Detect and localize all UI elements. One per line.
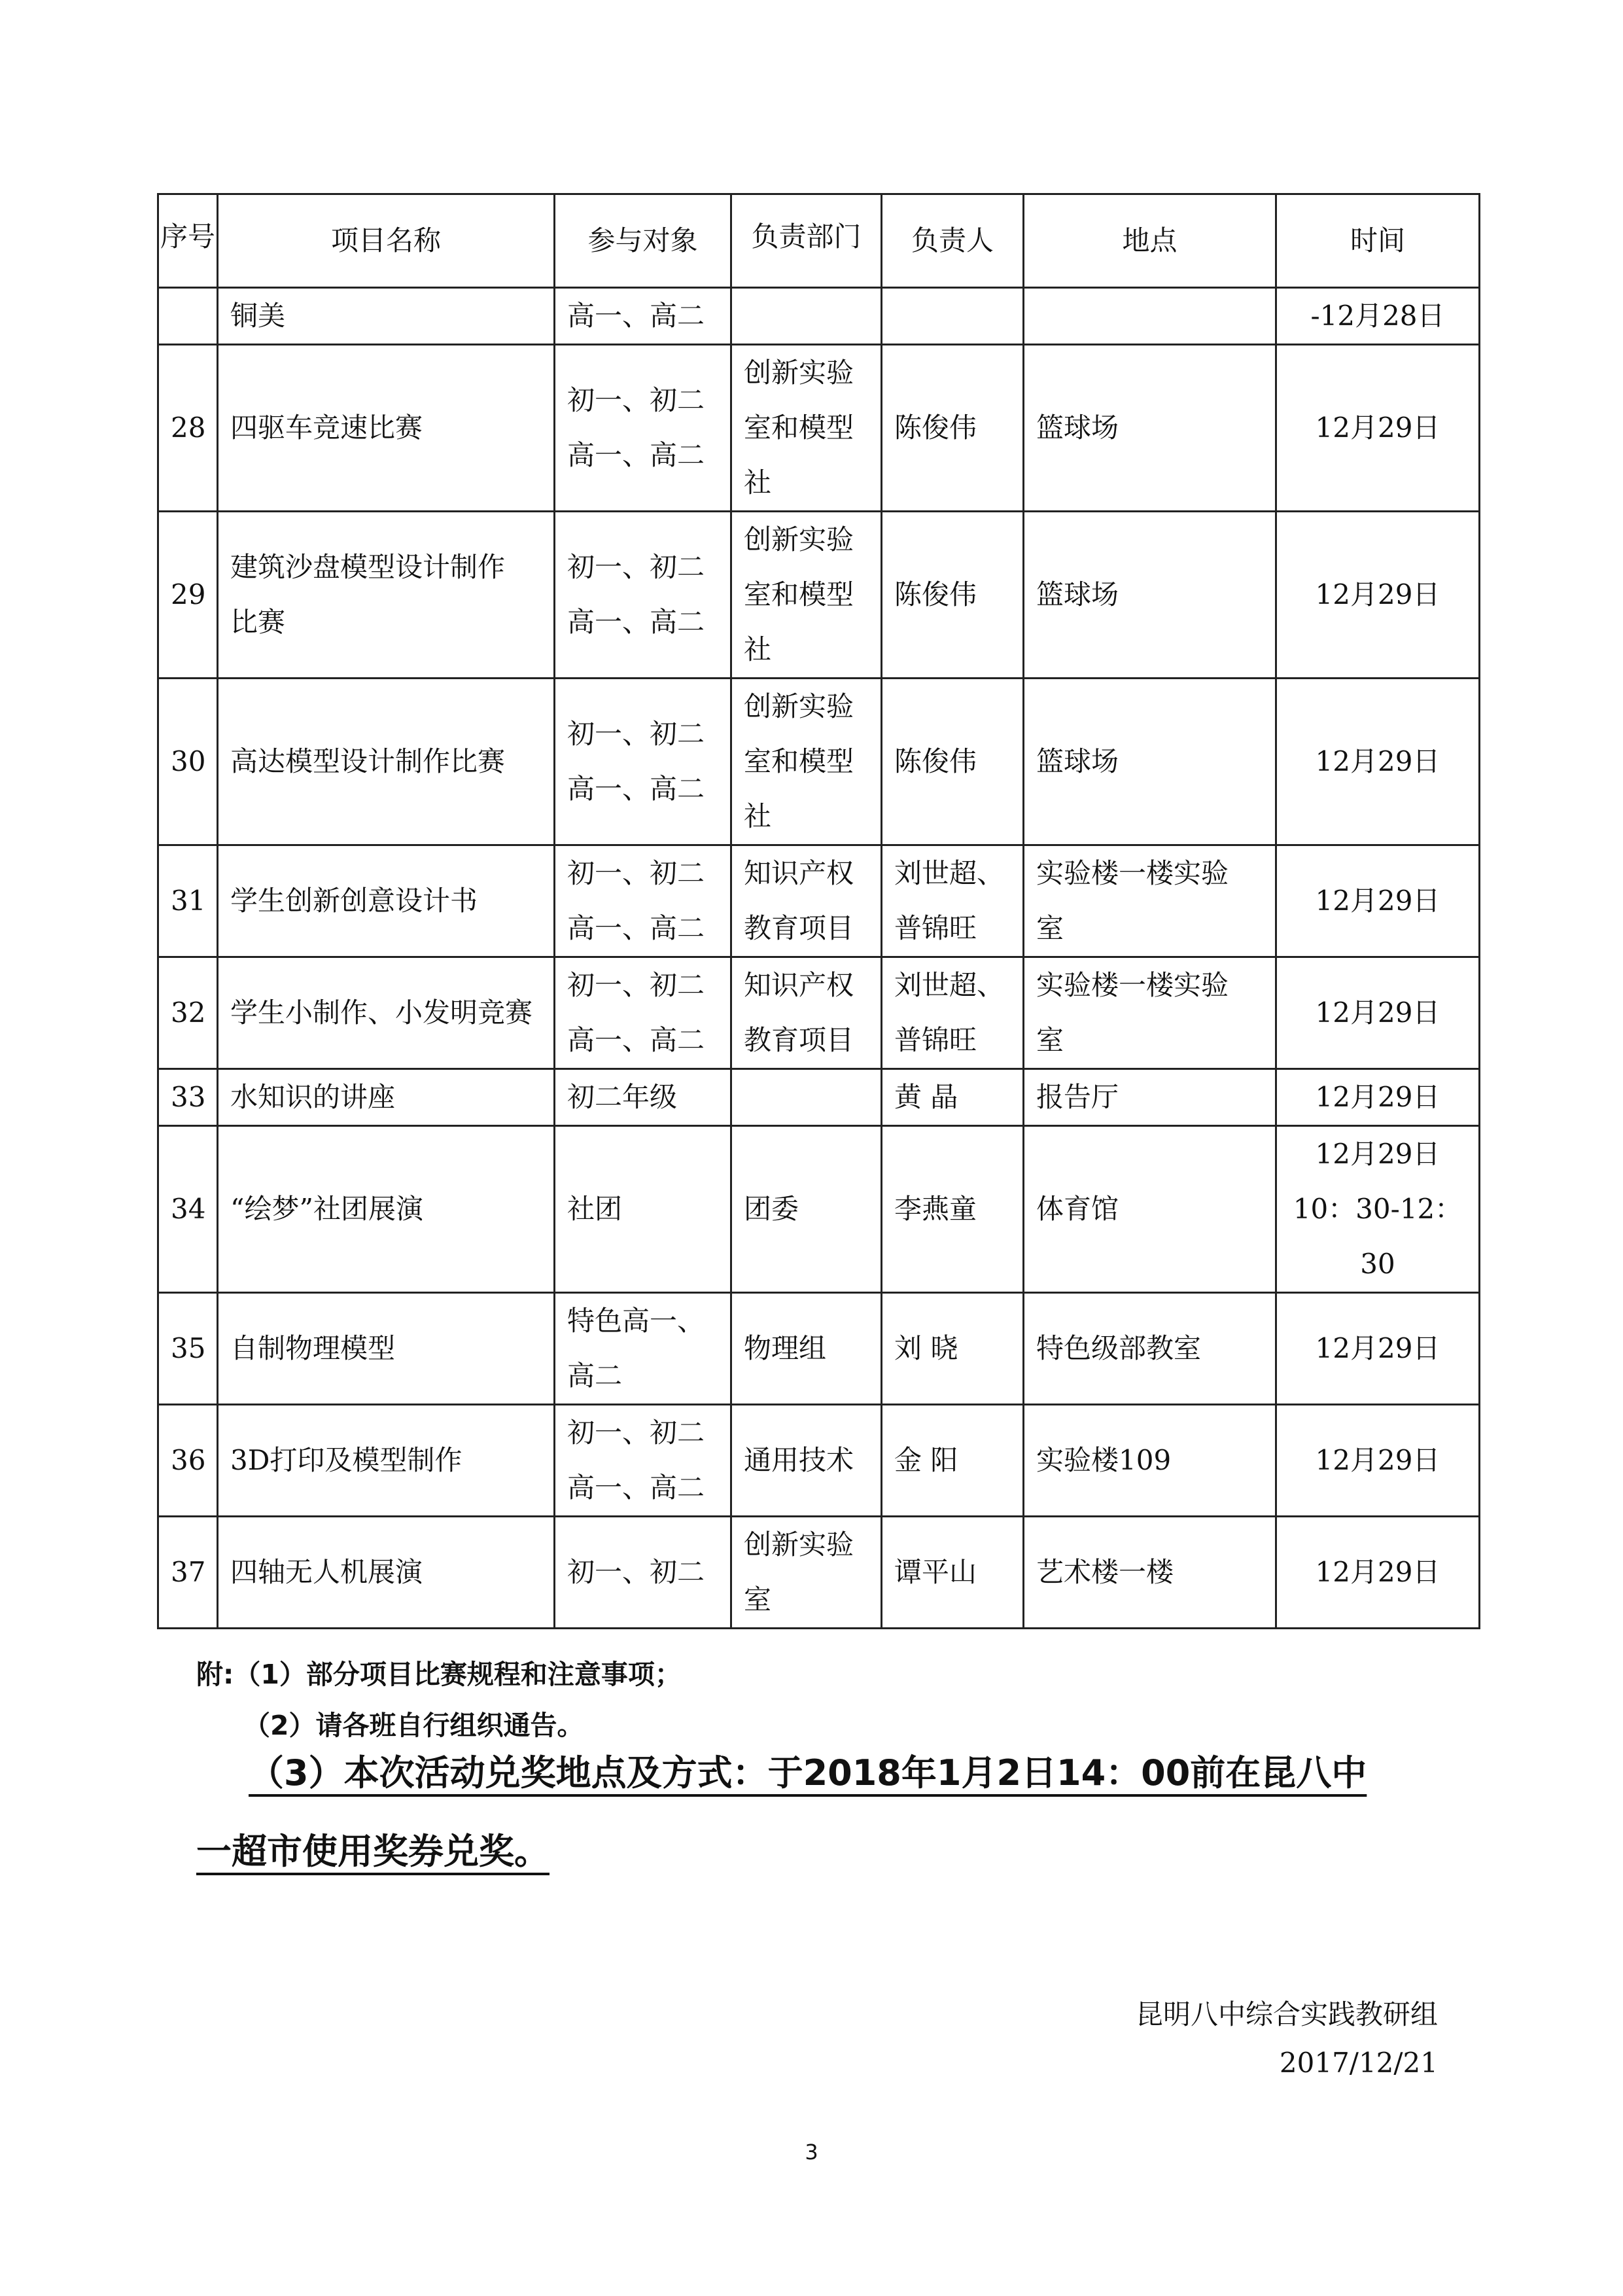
header-participants: 参与对象 xyxy=(555,194,731,288)
cell-time-line: 12月29日 xyxy=(1315,412,1440,444)
cell-location-line: 室 xyxy=(1036,912,1064,944)
cell-department xyxy=(731,1126,882,1293)
cell-time xyxy=(1276,1069,1480,1126)
cell-time-line: 10：30-12：30 xyxy=(1293,1193,1463,1280)
cell-time-line: 12月29日 xyxy=(1315,1081,1440,1113)
cell-location-line: 特色级部教室 xyxy=(1036,1332,1202,1364)
cell-person-line: 李燕童 xyxy=(894,1193,977,1225)
cell-participants xyxy=(555,345,731,512)
cell-participants xyxy=(555,1405,731,1517)
cell-time xyxy=(1276,345,1480,512)
cell-location-line: 实验楼一楼实验 xyxy=(1036,969,1229,1001)
cell-time xyxy=(1276,1126,1480,1293)
cell-participants-line: 高一、高二 xyxy=(567,606,705,638)
cell-participants-line: 高一、高二 xyxy=(567,773,705,805)
cell-department-line: 创新实验 xyxy=(744,357,854,389)
prize-note-line-2: 一超市使用奖券兑奖。 xyxy=(196,1831,550,1872)
cell-department-line: 团委 xyxy=(744,1193,799,1225)
cell-name xyxy=(218,512,555,679)
cell-seq: 35 xyxy=(158,1293,218,1405)
cell-participants-line: 高二 xyxy=(567,1360,623,1392)
cell-department-line: 创新实验 xyxy=(744,690,854,722)
cell-person-line: 普锦旺 xyxy=(894,912,977,944)
cell-name-line: 水知识的讲座 xyxy=(230,1081,396,1113)
cell-person-line: 金 阳 xyxy=(894,1444,958,1476)
cell-name-line: 自制物理模型 xyxy=(230,1332,396,1364)
cell-seq xyxy=(158,288,218,345)
header-person: 负责人 xyxy=(882,194,1024,288)
cell-time-line: 12月29日 xyxy=(1315,745,1440,777)
cell-location xyxy=(1024,1405,1276,1517)
cell-name-line: 3D打印及模型制作 xyxy=(230,1444,462,1476)
cell-name-line: 学生小制作、小发明竞赛 xyxy=(230,997,533,1029)
cell-time xyxy=(1276,845,1480,957)
cell-person xyxy=(882,288,1024,345)
cell-name-line: 比赛 xyxy=(230,606,286,638)
cell-location xyxy=(1024,1069,1276,1126)
cell-participants-line: 社团 xyxy=(567,1193,623,1225)
cell-person xyxy=(882,845,1024,957)
cell-participants-line: 初一、初二 xyxy=(567,551,705,583)
cell-department-line: 室和模型 xyxy=(744,578,854,610)
table-row xyxy=(158,1293,1480,1405)
cell-time-line: 12月29日 xyxy=(1315,1332,1440,1364)
cell-seq: 37 xyxy=(158,1517,218,1629)
cell-location-line: 篮球场 xyxy=(1036,578,1119,610)
cell-seq: 34 xyxy=(158,1126,218,1293)
cell-person-line: 陈俊伟 xyxy=(894,412,977,444)
cell-time-line: 12月29日 xyxy=(1315,997,1440,1029)
cell-department-line: 社 xyxy=(744,800,772,832)
cell-department xyxy=(731,957,882,1069)
cell-department-line: 创新实验 xyxy=(744,1528,854,1561)
table-row xyxy=(158,1405,1480,1517)
cell-participants-line: 初一、初二 xyxy=(567,1556,705,1588)
cell-name xyxy=(218,957,555,1069)
table-body xyxy=(158,288,1480,1629)
cell-department-line: 教育项目 xyxy=(744,912,854,944)
page-number: 3 xyxy=(805,2140,818,2164)
cell-name-line: 高达模型设计制作比赛 xyxy=(230,745,506,777)
cell-time xyxy=(1276,679,1480,845)
cell-location-line: 篮球场 xyxy=(1036,412,1119,444)
table-row xyxy=(158,1069,1480,1126)
prize-redemption-note xyxy=(196,1734,1452,1891)
cell-participants xyxy=(555,1069,731,1126)
cell-seq: 33 xyxy=(158,1069,218,1126)
cell-participants-line: 初一、初二 xyxy=(567,969,705,1001)
cell-department xyxy=(731,345,882,512)
cell-participants-line: 初一、初二 xyxy=(567,718,705,750)
cell-department xyxy=(731,1405,882,1517)
table-row xyxy=(158,512,1480,679)
cell-person xyxy=(882,679,1024,845)
cell-name xyxy=(218,1517,555,1629)
cell-location xyxy=(1024,1293,1276,1405)
table-row xyxy=(158,345,1480,512)
cell-time-line: 12月29日 xyxy=(1315,1556,1440,1588)
cell-participants-line: 初二年级 xyxy=(567,1081,678,1113)
header-location: 地点 xyxy=(1024,194,1276,288)
cell-participants-line: 高一、高二 xyxy=(567,439,705,471)
cell-department-line: 室 xyxy=(744,1583,772,1616)
cell-department-line: 通用技术 xyxy=(744,1444,854,1476)
table-row xyxy=(158,679,1480,845)
cell-department xyxy=(731,1517,882,1629)
signature-block xyxy=(1136,1990,1438,2087)
cell-department xyxy=(731,845,882,957)
table-row xyxy=(158,1517,1480,1629)
cell-department-line: 物理组 xyxy=(744,1332,827,1364)
cell-time xyxy=(1276,1405,1480,1517)
cell-person xyxy=(882,1069,1024,1126)
cell-department-line: 教育项目 xyxy=(744,1024,854,1056)
cell-time xyxy=(1276,512,1480,679)
cell-seq: 36 xyxy=(158,1405,218,1517)
cell-participants xyxy=(555,1293,731,1405)
cell-name xyxy=(218,1405,555,1517)
cell-name-line: 建筑沙盘模型设计制作 xyxy=(230,551,506,583)
cell-participants xyxy=(555,957,731,1069)
cell-department xyxy=(731,1069,882,1126)
cell-name-line: 四驱车竞速比赛 xyxy=(230,412,423,444)
cell-participants-line: 高一、高二 xyxy=(567,912,705,944)
cell-name xyxy=(218,679,555,845)
cell-participants-line: 初一、初二 xyxy=(567,857,705,889)
cell-participants-line: 高一、高二 xyxy=(567,1472,705,1504)
cell-person xyxy=(882,512,1024,679)
cell-person xyxy=(882,1517,1024,1629)
cell-location-line: 篮球场 xyxy=(1036,745,1119,777)
note-line-2: （2）请各班自行组织通告。 xyxy=(243,1710,584,1741)
cell-person-line: 刘世超、 xyxy=(894,857,1005,889)
cell-name xyxy=(218,845,555,957)
cell-department-line: 社 xyxy=(744,467,772,499)
cell-department-line: 创新实验 xyxy=(744,523,854,556)
cell-location xyxy=(1024,512,1276,679)
cell-participants-line: 高一、高二 xyxy=(567,1024,705,1056)
cell-location-line: 报告厅 xyxy=(1036,1081,1119,1113)
cell-seq: 30 xyxy=(158,679,218,845)
cell-participants xyxy=(555,512,731,679)
cell-location xyxy=(1024,345,1276,512)
cell-name xyxy=(218,345,555,512)
cell-participants-line: 初一、初二 xyxy=(567,384,705,416)
cell-name-line: “绘梦”社团展演 xyxy=(230,1193,423,1225)
cell-department-line: 社 xyxy=(744,633,772,665)
cell-participants xyxy=(555,845,731,957)
cell-location-line: 体育馆 xyxy=(1036,1193,1119,1225)
cell-location-line: 艺术楼一楼 xyxy=(1036,1556,1174,1588)
cell-person xyxy=(882,345,1024,512)
cell-name xyxy=(218,1069,555,1126)
cell-person-line: 普锦旺 xyxy=(894,1024,977,1056)
cell-seq: 28 xyxy=(158,345,218,512)
cell-time-line: 12月29日 xyxy=(1315,885,1440,917)
cell-person xyxy=(882,1126,1024,1293)
cell-name xyxy=(218,1293,555,1405)
cell-time-line: 12月29日 xyxy=(1315,1444,1440,1476)
cell-person xyxy=(882,1405,1024,1517)
cell-location-line: 室 xyxy=(1036,1024,1064,1056)
cell-time-line: 12月29日 xyxy=(1315,578,1440,610)
cell-participants xyxy=(555,1126,731,1293)
cell-department-line: 知识产权 xyxy=(744,857,854,889)
signature-date: 2017/12/21 xyxy=(1279,2047,1438,2079)
cell-location xyxy=(1024,1517,1276,1629)
header-seq: 序号 xyxy=(158,194,218,288)
cell-person-line: 谭平山 xyxy=(894,1556,977,1588)
cell-participants-line: 特色高一、 xyxy=(567,1305,705,1337)
table-row xyxy=(158,288,1480,345)
cell-participants xyxy=(555,679,731,845)
cell-department xyxy=(731,288,882,345)
cell-time xyxy=(1276,957,1480,1069)
table-row xyxy=(158,845,1480,957)
cell-name: 铜美 xyxy=(218,288,555,345)
cell-time xyxy=(1276,1293,1480,1405)
cell-seq: 32 xyxy=(158,957,218,1069)
cell-participants-line: 高一、高二 xyxy=(567,300,705,332)
prize-note-line-1: （3）本次活动兑奖地点及方式：于2018年1月2日14：00前在昆八中 xyxy=(249,1752,1367,1793)
cell-location-line: 实验楼109 xyxy=(1036,1444,1172,1476)
table-header-row xyxy=(158,194,1480,288)
cell-department-line: 知识产权 xyxy=(744,969,854,1001)
cell-participants xyxy=(555,288,731,345)
cell-person xyxy=(882,957,1024,1069)
table-row xyxy=(158,1126,1480,1293)
cell-time-line: 12月29日 xyxy=(1315,1138,1440,1170)
cell-person-line: 陈俊伟 xyxy=(894,745,977,777)
cell-department xyxy=(731,1293,882,1405)
cell-location xyxy=(1024,957,1276,1069)
cell-participants-line: 初一、初二 xyxy=(567,1417,705,1449)
cell-time xyxy=(1276,288,1480,345)
cell-person-line: 刘世超、 xyxy=(894,969,1005,1001)
cell-person-line: 黄 晶 xyxy=(894,1081,958,1113)
signature-org: 昆明八中综合实践教研组 xyxy=(1135,1998,1438,2030)
table-row xyxy=(158,957,1480,1069)
cell-seq: 31 xyxy=(158,845,218,957)
cell-department-line: 室和模型 xyxy=(744,412,854,444)
cell-person-line: 刘 晓 xyxy=(894,1332,958,1364)
cell-name-line: 学生创新创意设计书 xyxy=(230,885,478,917)
cell-location xyxy=(1024,288,1276,345)
cell-time xyxy=(1276,1517,1480,1629)
cell-name-line: 四轴无人机展演 xyxy=(230,1556,423,1588)
cell-location xyxy=(1024,1126,1276,1293)
cell-time-line: -12月28日 xyxy=(1310,300,1445,332)
header-department: 负责部门 xyxy=(731,194,882,288)
header-time: 时间 xyxy=(1276,194,1480,288)
cell-participants xyxy=(555,1517,731,1629)
cell-seq: 29 xyxy=(158,512,218,679)
cell-person-line: 陈俊伟 xyxy=(894,578,977,610)
activity-schedule-table xyxy=(157,193,1480,1629)
cell-person xyxy=(882,1293,1024,1405)
cell-location xyxy=(1024,679,1276,845)
cell-location-line: 实验楼一楼实验 xyxy=(1036,857,1229,889)
cell-name xyxy=(218,1126,555,1293)
cell-department-line: 室和模型 xyxy=(744,745,854,777)
cell-department xyxy=(731,679,882,845)
note-line-1: 附:（1）部分项目比赛规程和注意事项； xyxy=(196,1659,682,1690)
header-name: 项目名称 xyxy=(218,194,555,288)
cell-location xyxy=(1024,845,1276,957)
cell-department xyxy=(731,512,882,679)
